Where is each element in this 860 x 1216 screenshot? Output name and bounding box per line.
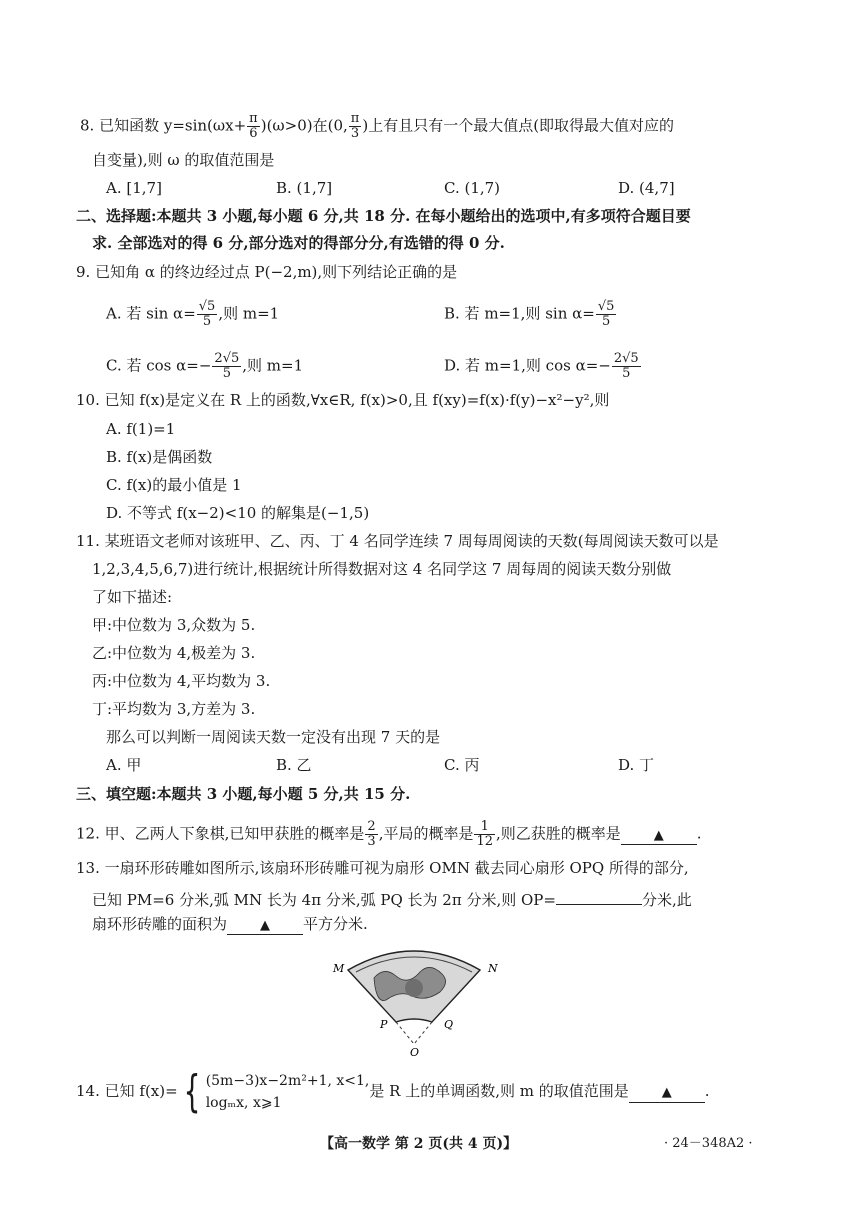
q13-l3-pre: 扇环形砖雕的面积为 [92,915,228,933]
section2-heading-line1: 二、选择题:本题共 3 小题,每小题 6 分,共 18 分. 在每小题给出的选项中,有多项符合题目要 [76,207,691,225]
q11-question: 那么可以判断一周阅读天数一定没有出现 7 天的是 [106,728,441,746]
q9-b-pre: B. 若 m=1,则 sin α= [444,304,595,323]
q9-a-fraction [197,300,218,329]
q9-a-pre: A. 若 sin α= [106,304,196,323]
q12-fraction-2 [474,820,495,849]
q12-mid: ,平局的概率是 [378,824,474,843]
q8-stem-line1 [80,112,674,141]
q9-c-post: ,则 m=1 [242,356,304,375]
q12-pre: 12. 甲、乙两人下象棋,已知甲获胜的概率是 [76,824,365,843]
q9-stem: 9. 已知角 α 的终边经过点 P(−2,m),则下列结论正确的是 [76,263,458,281]
q8-frac2-num: π [350,111,360,126]
q12-frac1-num: 2 [367,819,376,834]
q9-a-post: ,则 m=1 [218,304,280,323]
q12-frac2-den: 12 [476,834,494,849]
q9-b-den: 5 [601,314,611,329]
q12-frac1-den: 3 [367,834,376,849]
q9-option-b [444,300,617,329]
q13-l3-post: 平方分米. [303,915,368,933]
q11-bing: 丙:中位数为 4,平均数为 3. [92,672,271,690]
q14-post: 是 R 上的单调函数,则 m 的取值范围是 [369,1082,629,1100]
q11-ding: 丁:平均数为 3,方差为 3. [92,700,256,718]
section2-heading-line2: 求. 全部选对的得 6 分,部分选对的得部分分,有选错的得 0 分. [92,234,505,252]
q8-text: 8. 已知函数 y=sin(ωx+ [80,116,247,135]
q8-frac1-den: 6 [249,126,258,141]
label-m: M [333,962,345,975]
q12-post: ,则乙获胜的概率是 [496,824,621,843]
q8-option-d: D. (4,7] [618,179,675,197]
q9-option-d [444,352,642,381]
q11-stem-line2: 1,2,3,4,5,6,7)进行统计,根据统计所得数据对这 4 名同学这 7 周每周的阅读天数分别做 [92,560,672,578]
q11-stem-line1: 11. 某班语文老师对该班甲、乙、丙、丁 4 名同学连续 7 周每周阅读的天数(每周阅读天数可以是 [76,532,719,550]
q13-l2-post: 分米,此 [641,891,692,909]
q12-end: . [696,824,702,843]
q11-jia: 甲:中位数为 3,众数为 5. [92,616,256,634]
q9-c-fraction [212,352,241,381]
q13-stem-line2 [92,886,692,910]
q8-fraction-2 [349,112,362,141]
label-o: O [410,1046,420,1058]
q10-option-b: B. f(x)是偶函数 [106,448,213,466]
q14-stem [76,1066,710,1116]
line-op [396,1022,414,1044]
q13-area-blank[interactable]: ▲ [227,916,303,935]
q8-text-mid: )(ω>0)在(0, [260,116,348,135]
q8-text-post: )上有且只有一个最大值点(即取得最大值对应的 [362,116,675,135]
q12-frac2-num: 1 [474,820,495,835]
q14-case2: logₘx, x⩾1 [205,1095,282,1111]
q9-d-den: 5 [622,366,631,381]
q14-case1: (5m−3)x−2m²+1, x<1, [205,1073,370,1089]
q8-frac2-den: 3 [350,126,360,141]
q9-c-pre: C. 若 cos α=− [106,356,212,375]
q9-a-num: √5 [198,299,216,314]
q14-answer-blank[interactable]: ▲ [629,1084,705,1103]
q9-c-den: 5 [222,366,231,381]
q8-fraction-1 [247,112,260,141]
q14-brace: { [183,1066,201,1117]
q13-stem-line3 [92,914,368,935]
q11-stem-line3: 了如下描述: [92,588,173,606]
q10-option-c: C. f(x)的最小值是 1 [106,476,242,494]
q10-option-d: D. 不等式 f(x−2)<10 的解集是(−1,5) [106,504,370,522]
q9-b-num: √5 [597,299,615,314]
annular-sector-figure [330,938,510,1058]
q8-option-b: B. (1,7] [276,179,333,197]
q13-stem-line1: 13. 一扇环形砖雕如图所示,该扇环形砖雕可视为扇形 OMN 截去同心扇形 OPQ 所得的部分, [76,859,689,877]
q11-option-a: A. 甲 [106,756,142,774]
q10-stem: 10. 已知 f(x)是定义在 R 上的函数,∀x∈R, f(x)>0,且 f(xy)=f(x)·f(y)−x²−y²,则 [76,391,610,409]
q12-answer-blank[interactable]: ▲ [621,826,697,845]
q9-d-fraction [612,352,641,381]
q11-yi: 乙:中位数为 4,极差为 3. [92,644,256,662]
q10-option-a: A. f(1)=1 [106,420,176,438]
q13-l2-pre: 已知 PM=6 分米,弧 MN 长为 4π 分米,弧 PQ 长为 2π 分米,则 OP= [92,891,556,909]
label-p: P [380,1018,388,1031]
q9-c-num: 2√5 [214,351,240,366]
footer-page-info: 【高一数学 第 2 页(共 4 页)】 [320,1136,518,1152]
q9-b-fraction [596,300,617,329]
label-q: Q [444,1018,454,1031]
q12-fraction-1 [365,820,377,849]
q9-option-c [106,352,303,381]
q13-op-blank[interactable] [556,886,642,905]
q14-end: . [704,1082,710,1100]
q14-pre: 14. 已知 f(x)= [76,1082,178,1100]
q14-cases [206,1070,370,1114]
q9-d-pre: D. 若 m=1,则 cos α=− [444,356,611,375]
q11-option-c: C. 丙 [444,756,480,774]
q11-option-b: B. 乙 [276,756,312,774]
q9-a-den: 5 [202,314,212,329]
q8-frac1-num: π [249,111,258,126]
q12-stem [76,820,702,849]
q8-option-c: C. (1,7) [444,179,501,197]
carving-detail [405,979,423,997]
line-oq [414,1022,432,1044]
q11-option-d: D. 丁 [618,756,655,774]
q9-option-a [106,300,279,329]
q8-stem-line2: 自变量),则 ω 的取值范围是 [92,151,275,169]
q9-d-num: 2√5 [613,351,639,366]
q8-option-a: A. [1,7] [106,179,162,197]
label-n: N [488,962,498,975]
footer-code: · 24－348A2 · [664,1136,753,1151]
section3-heading: 三、填空题:本题共 3 小题,每小题 5 分,共 15 分. [76,785,411,803]
